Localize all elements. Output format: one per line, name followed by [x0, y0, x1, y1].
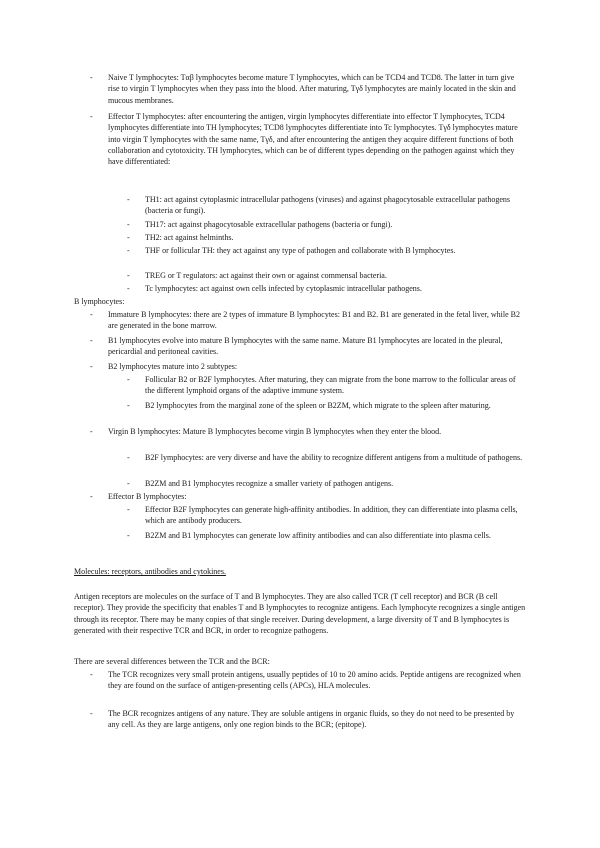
- item-text: B2ZM and B1 lymphocytes can generate low affinity antibodies and can also differentiate into plasma cells.: [145, 531, 491, 540]
- item-text: TREG or T regulators: act against their own or against commensal bacteria.: [145, 271, 387, 280]
- list-item: [90, 72, 526, 106]
- bullet-dash: -: [90, 112, 93, 121]
- sub-list-item: [127, 270, 526, 281]
- bullet-dash: -: [90, 73, 93, 82]
- bullet-dash: -: [90, 709, 93, 718]
- list-item: [90, 361, 526, 372]
- item-text: TH1: act against cytoplasmic intracellular pathogens (viruses) and against phagocytosable extracellular pathogens (bacteria or fungi).: [145, 195, 510, 216]
- list-item: [90, 669, 526, 692]
- list-item: [90, 426, 526, 437]
- list-item: [90, 111, 526, 167]
- bullet-dash: -: [90, 310, 93, 319]
- item-text: Tc lymphocytes: act against own cells infected by cytoplasmic intracellular pathogens.: [145, 284, 422, 293]
- bullet-dash: -: [127, 246, 130, 255]
- sub-list-item: [127, 452, 526, 463]
- sub-list-item: [127, 504, 526, 527]
- bullet-dash: -: [127, 195, 130, 204]
- bullet-dash: -: [127, 453, 130, 462]
- item-text: Virgin B lymphocytes: Mature B lymphocytes become virgin B lymphocytes when they enter the blood.: [108, 427, 442, 436]
- bullet-dash: -: [127, 531, 130, 540]
- bullet-dash: -: [90, 427, 93, 436]
- bullet-dash: -: [127, 233, 130, 242]
- bullet-dash: -: [90, 670, 93, 679]
- item-text: B2ZM and B1 lymphocytes recognize a smaller variety of pathogen antigens.: [145, 479, 394, 488]
- item-text: TH17: act against phagocytosable extracellular pathogens (bacteria or fungi).: [145, 220, 393, 229]
- sub-list-item: [127, 232, 526, 243]
- item-text: Effector T lymphocytes: after encountering the antigen, virgin lymphocytes differentiate into effector T lymphocytes, TCD4 lymphocytes differentiate into TH lymphocytes; TCD8 lymphocytes differentiate into Tc lymphocytes. Tγδ lymphocytes mature into virgin T lymphocytes with the same name, Tγδ, and after encountering the antigen they acquire different functions of both collaboration and cytotoxicity. TH lymphocytes, which can be of different types depending on the pathogen against which they have differentiated:: [108, 112, 518, 167]
- body-paragraph: Antigen receptors are molecules on the surface of T and B lymphocytes. They are also called TCR (T cell receptor) and BCR (B cell receptor). They provide the specificity that enables T and B lymphocytes to recognize antigens. Each lymphocyte recognizes a single antigen through its receptor. There may be many copies of that single receiver. During development, a large diversity of T and B lymphocytes is generated with their respective TCR and BCR, in order to recognize pathogens.: [74, 592, 526, 635]
- differences-intro: There are several differences between the TCR and the BCR:: [74, 657, 270, 666]
- b-lymphocytes-heading: B lymphocytes:: [74, 297, 125, 306]
- item-text: THF or follicular TH: they act against any type of pathogen and collaborate with B lymphocytes.: [145, 246, 456, 255]
- sub-list-item: [127, 283, 526, 294]
- bullet-dash: -: [127, 375, 130, 384]
- sub-list-item: [127, 245, 526, 256]
- item-text: Effector B lymphocytes:: [108, 492, 187, 501]
- item-text: The TCR recognizes very small protein antigens, usually peptides of 10 to 20 amino acids. Peptide antigens are recognized when they are found on the surface of antigen-presenting cells (APCs), HLA molecules.: [108, 670, 521, 691]
- list-item: [90, 491, 526, 502]
- bullet-dash: -: [90, 336, 93, 345]
- bullet-dash: -: [127, 401, 130, 410]
- sub-list-item: [127, 478, 526, 489]
- item-text: Effector B2F lymphocytes can generate high-affinity antibodies. In addition, they can differentiate into plasma cells, which are antibody producers.: [145, 505, 518, 526]
- sub-list-item: [127, 219, 526, 230]
- sub-list-item: [127, 400, 526, 411]
- item-text: Naive T lymphocytes: Tαβ lymphocytes become mature T lymphocytes, which can be TCD4 and TCD8. The latter in turn give rise to virgin T lymphocytes when they pass into the blood. After maturing, Tγδ lymphocytes are mainly located in the skin and mucous membranes.: [108, 73, 516, 105]
- bullet-dash: -: [127, 505, 130, 514]
- item-text: B2 lymphocytes mature into 2 subtypes:: [108, 362, 238, 371]
- bullet-dash: -: [90, 362, 93, 371]
- list-item: [90, 708, 526, 731]
- item-text: The BCR recognizes antigens of any nature. They are soluble antigens in organic fluids, so they do not need to be presented by any cell. As they are large antigens, only one region binds to the BCR; (epitope).: [108, 709, 515, 730]
- section-title: Molecules: receptors, antibodies and cytokines.: [74, 567, 226, 576]
- list-item: [90, 335, 526, 358]
- sub-list-item: [127, 530, 526, 541]
- bullet-dash: -: [127, 479, 130, 488]
- bullet-dash: -: [127, 220, 130, 229]
- item-text: TH2: act against helminths.: [145, 233, 234, 242]
- item-text: B2F lymphocytes: are very diverse and have the ability to recognize different antigens from a multitude of pathogens.: [145, 453, 523, 462]
- list-item: [90, 309, 526, 332]
- item-text: Follicular B2 or B2F lymphocytes. After maturing, they can migrate from the bone marrow to the follicular areas of the different lymphoid organs of the adaptive immune system.: [145, 375, 516, 396]
- item-text: B2 lymphocytes from the marginal zone of the spleen or B2ZM, which migrate to the spleen after maturing.: [145, 401, 491, 410]
- bullet-dash: -: [90, 492, 93, 501]
- item-text: B1 lymphocytes evolve into mature B lymphocytes with the same name. Mature B1 lymphocytes are located in the pleural, pericardial and peritoneal cavities.: [108, 336, 503, 357]
- bullet-dash: -: [127, 271, 130, 280]
- sub-list-item: [127, 194, 526, 217]
- item-text: Immature B lymphocytes: there are 2 types of immature B lymphocytes: B1 and B2. B1 are generated in the fetal liver, while B2 are generated in the bone marrow.: [108, 310, 521, 331]
- sub-list-item: [127, 374, 526, 397]
- bullet-dash: -: [127, 284, 130, 293]
